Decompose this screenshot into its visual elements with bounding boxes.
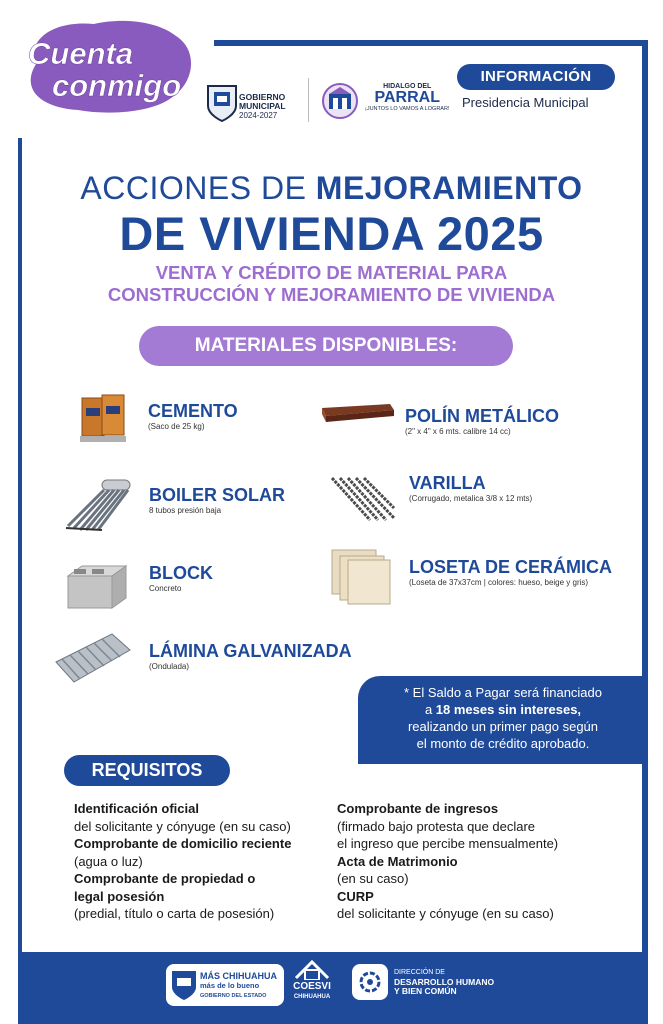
logo-line1: Cuenta [28,36,134,71]
gobierno-years: 2024-2027 [239,111,278,120]
header-divider [308,78,309,122]
req-head: Comprobante de propiedad o [74,871,256,886]
subtitle [0,262,663,306]
concrete-block-icon [66,562,128,610]
cuenta-conmigo-logo [16,16,198,116]
solar-boiler-icon [62,478,132,532]
req-sub: del solicitante y cónyuge (en su caso) [337,906,554,921]
material-item [149,641,352,671]
desarrollo-line2: DESARROLLO HUMANO [394,976,495,987]
financing-line2-bold: 18 meses sin intereses, [435,702,582,717]
material-desc: (Ondulada) [149,662,190,671]
material-item [409,557,612,587]
req-head: legal posesión [74,888,165,904]
financing-line3: realizando un primer pago según [407,719,599,734]
corrugated-sheet-icon [54,632,132,684]
coesvi-logo [286,958,338,1006]
municipal-seal-icon [205,82,239,122]
requirements-heading: REQUISITOS [64,755,230,786]
desarrollo-line3: Y BIEN COMÚN [394,986,457,996]
materials-heading: MATERIALES DISPONIBLES: [139,326,513,366]
req-head: Identificación oficial [74,801,199,816]
desarrollo-line1: DIRECCIÓN DE [394,969,445,976]
info-badge: INFORMACIÓN [457,64,615,90]
req-head: CURP [337,888,374,904]
financing-line2 [358,701,648,718]
frame-top-border [214,40,648,46]
ceramic-tile-icon [328,548,392,606]
req-sub: (firmado bajo protesta que declare [337,818,536,834]
material-desc: (2" x 4" x 6 mts. calibre 14 cc) [405,427,511,436]
requirements-left [74,800,291,923]
req-head: Comprobante de ingresos [337,801,499,816]
parral-line2: PARRAL [374,89,440,106]
material-item [148,401,238,431]
material-desc: 8 tubos presión baja [149,506,222,515]
parral-line1: HIDALGO DEL [383,83,432,90]
subtitle-line2: CONSTRUCCIÓN Y MEJORAMIENTO DE VIVIENDA [107,284,556,305]
coesvi-line2: CHIHUAHUA [293,994,331,1000]
material-item [409,473,532,503]
material-item [149,485,285,515]
chihuahua-line1: MÁS CHIHUAHUA [200,971,277,981]
financing-note [358,676,648,764]
coesvi-line1: COESVI [293,981,331,992]
logo-line2: conmigo [52,68,182,103]
title-line2: DE VIVIENDA 2025 [119,207,544,260]
chihuahua-seal-icon [170,969,198,1001]
chihuahua-logo [166,964,284,1006]
material-item [149,563,213,593]
metal-beam-icon [320,402,396,426]
title-bold: MEJORAMIENTO [315,170,583,206]
subtitle-line1: VENTA Y CRÉDITO DE MATERIAL PARA [155,262,508,283]
req-sub: (agua o luz) [74,853,143,869]
material-desc: (Corrugado, metalica 3/8 x 12 mts) [409,494,533,503]
req-sub: (predial, título o carta de posesión) [74,906,275,921]
title-light: ACCIONES DE [80,170,316,206]
financing-line4: el monto de crédito aprobado. [416,736,590,751]
gobierno-line2: MUNICIPAL [239,101,286,111]
parral-logo-text [365,83,449,112]
chihuahua-line2: más de lo bueno [200,981,260,990]
title-line1 [0,170,663,207]
req-sub: (en su caso) [337,871,409,886]
material-desc: Concreto [149,584,182,593]
house-icon [292,958,332,980]
financing-line2-pre: a [424,702,436,717]
material-desc: (Loseta de 37x37cm | colores: hueso, beige y gris) [409,578,589,587]
gobierno-municipal-text [239,93,286,120]
material-desc: (Saco de 25 kg) [148,422,205,431]
material-name: BOILER SOLAR [149,485,286,505]
material-name: POLÍN METÁLICO [405,406,559,426]
material-name: LÁMINA GALVANIZADA [149,641,352,661]
req-sub: del solicitante y cónyuge (en su caso) [74,818,291,834]
people-circle-icon [358,970,382,994]
chihuahua-line3: GOBIERNO DEL ESTADO [200,993,267,999]
req-sub: el ingreso que percibe mensualmente) [337,836,559,851]
material-name: VARILLA [409,473,486,493]
material-name: LOSETA DE CERÁMICA [409,557,613,577]
info-subtitle: Presidencia Municipal [462,95,589,110]
req-head: Acta de Matrimonio [337,853,458,869]
req-head: Comprobante de domicilio reciente [74,836,292,851]
parral-emblem-icon [318,81,362,121]
rebar-icon [326,474,396,524]
financing-line1: * El Saldo a Pagar será financiado [403,685,602,700]
gobierno-line1: GOBIERNO [239,92,286,102]
parral-slogan: ¡JUNTOS LO VAMOS A LOGRAR! [365,106,450,112]
desarrollo-emblem [352,964,388,1000]
requirements-right [337,800,558,923]
material-item [405,406,559,436]
material-name: CEMENTO [148,401,238,421]
material-name: BLOCK [149,563,213,583]
cement-bags-icon [80,392,128,444]
desarrollo-text [394,968,494,997]
